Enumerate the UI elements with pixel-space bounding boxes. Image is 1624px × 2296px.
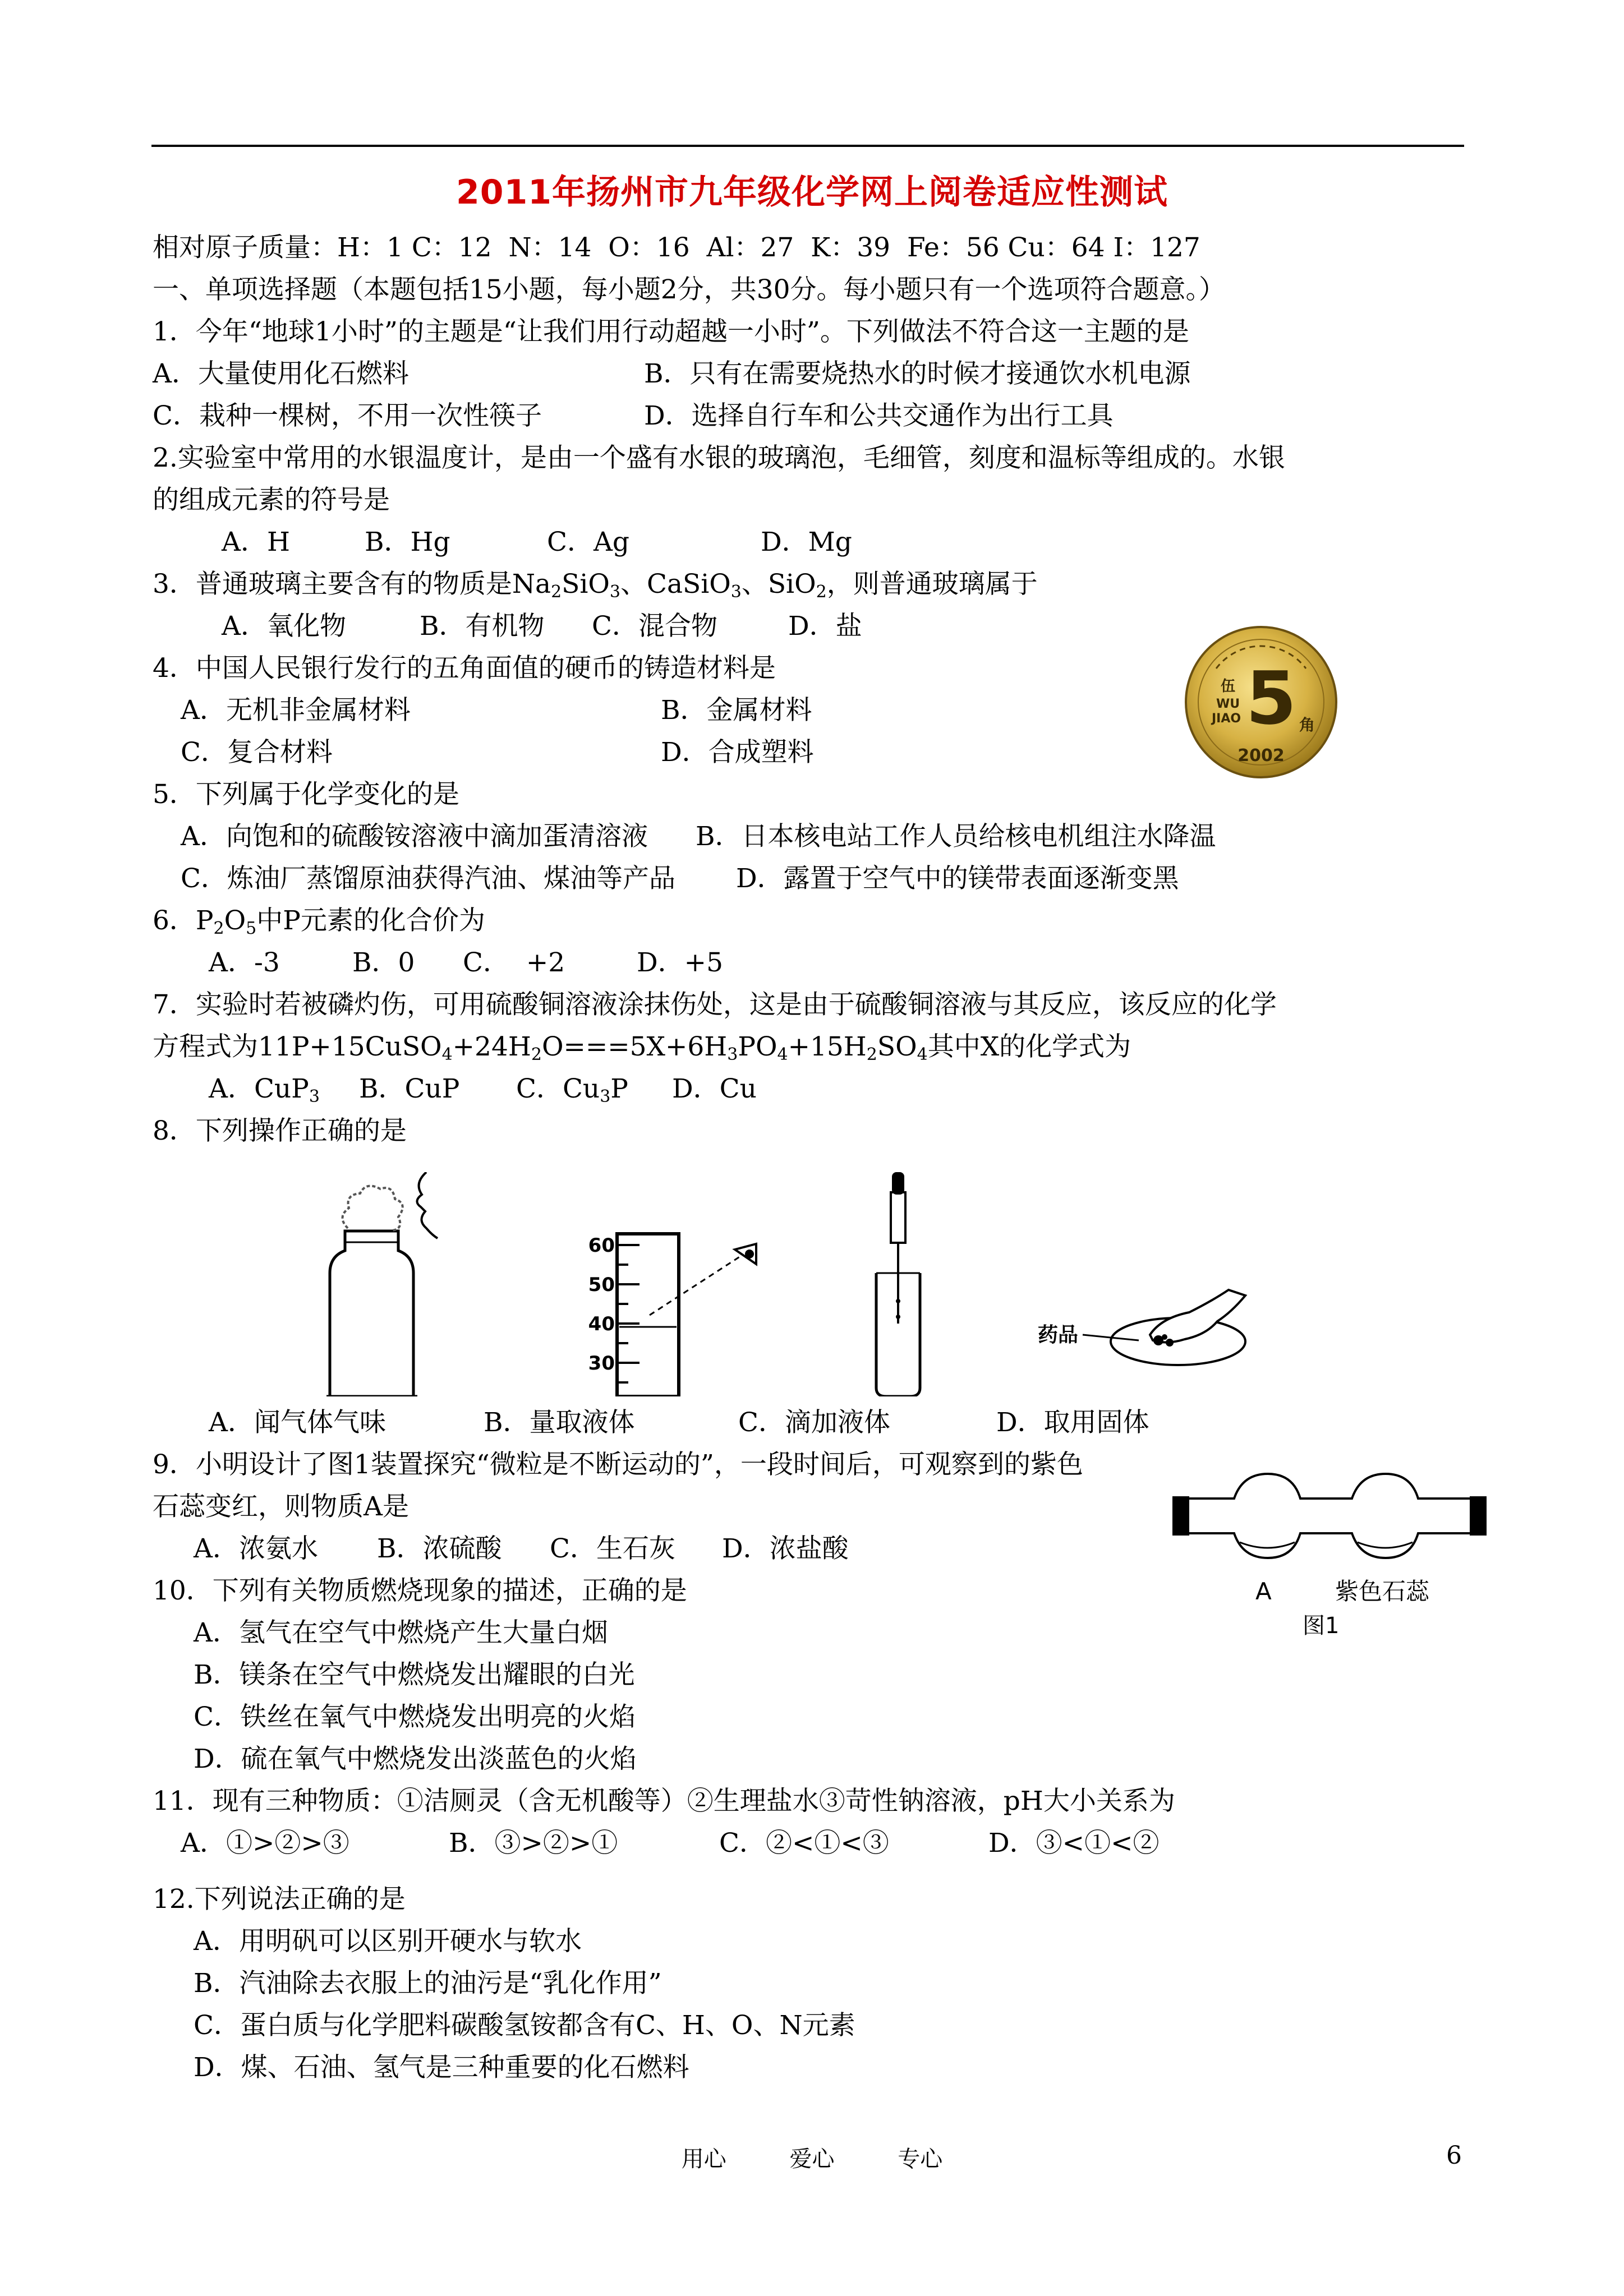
q7-stem-line1: 7．实验时若被磷灼伤，可用硫酸铜溶液涂抹伤处，这是由于硫酸铜溶液与其反应，该反应的化学 [153,989,1277,1020]
coin-text-wu: WU [1216,697,1240,711]
q6-option-b: B．0 [352,947,415,978]
q1-option-d: D．选择自行车和公共交通作为出行工具 [644,400,1114,431]
q1-option-c: C．栽种一棵树，不用一次性筷子 [153,400,542,431]
q9-option-a: A．浓氨水 [194,1533,318,1564]
q7-option-b: B．CuP [359,1073,460,1104]
q6-option-a: A．-3 [209,947,280,978]
q11-option-c: C．②<①<③ [719,1828,889,1859]
q5-option-d: D．露置于空气中的镁带表面逐渐变黑 [736,863,1179,894]
q12-option-d: D．煤、石油、氢气是三种重要的化石燃料 [194,2052,689,2083]
page-number: 6 [1446,2141,1462,2170]
q2-stem-line1: 2.实验室中常用的水银温度计，是由一个盛有水银的玻璃泡，毛细管，刻度和温标等组成的。水银 [153,442,1285,473]
q8-option-c: C．滴加液体 [738,1407,890,1438]
q6-option-c: C． +2 [463,947,565,978]
page-title: 2011年扬州市九年级化学网上阅卷适应性测试 [456,173,1168,212]
q1-option-b: B．只有在需要烧热水的时候才接通饮水机电源 [644,358,1191,389]
coin-image [1183,624,1340,781]
q10-option-b: B．镁条在空气中燃烧发出耀眼的白光 [194,1659,635,1690]
q11-stem: 11．现有三种物质：①洁厕灵（含无机酸等）②生理盐水③苛性钠溶液，pH大小关系为 [153,1786,1175,1816]
fig-smell-gas [314,1172,443,1396]
header-rule [151,145,1464,147]
q2-stem-line2: 的组成元素的符号是 [153,485,390,515]
q3-stem: 3．普通玻璃主要含有的物质是$Na_2SiO_3$、CaSiO$_3$、SiO$_2$，则普通玻璃属于 [153,569,1038,602]
q9-option-c: C．生石灰 [550,1533,675,1564]
scale-30: 30 [588,1352,615,1375]
drug-label: 药品 [1038,1324,1079,1347]
q10-option-a: A．氢气在空气中燃烧产生大量白烟 [194,1617,608,1648]
fig1-apparatus [1172,1469,1487,1649]
q3-option-d: D．盐 [788,611,862,642]
q6-option-d: D．+5 [637,947,723,978]
q4-option-b: B．金属材料 [661,695,812,726]
footer [0,2141,1624,2173]
q8-stem: 8．下列操作正确的是 [153,1115,407,1146]
q10-stem: 10．下列有关物质燃烧现象的描述，正确的是 [153,1575,687,1606]
coin-digit: 5 [1245,656,1297,741]
q11-option-d: D．③<①<② [988,1828,1160,1859]
fig1-label-litmus: 紫色石蕊 [1335,1578,1430,1605]
q10-option-c: C．铁丝在氧气中燃烧发出明亮的火焰 [194,1702,636,1732]
scale-40: 40 [588,1313,615,1335]
q9-option-d: D．浓盐酸 [722,1533,849,1564]
q9-stem-line1: 9．小明设计了图1装置探究“微粒是不断运动的”，一段时间后，可观察到的紫色 [153,1449,1083,1480]
scale-50: 50 [588,1274,615,1296]
fig1-label-a: A [1255,1578,1272,1605]
q12-option-a: A．用明矾可以区别开硬水与软水 [194,1926,582,1957]
q9-option-b: B．浓硫酸 [377,1533,502,1564]
q2-option-a: A．H [222,527,290,557]
q12-option-c: C．蛋白质与化学肥料碳酸氢铵都含有C、H、O、N元素 [194,2010,855,2041]
q11-option-b: B．③>②>① [449,1828,618,1859]
footer-word-2: 爱心 [789,2146,835,2172]
q7-stem-line2: 方程式为$11P+15CuSO_4+24H_2O===5X+6H_3PO_4+15H_2SO_4$其中X的化学式为 [153,1031,1131,1064]
q7-option-c: C．$Cu_3P$ [516,1073,628,1106]
coin-wu: 伍 [1221,678,1236,695]
q3-option-c: C．混合物 [592,611,717,642]
q2-option-d: D．Mg [761,527,852,557]
q3-option-b: B．有机物 [420,611,545,642]
footer-word-3: 专心 [898,2146,943,2172]
coin-text-jiao: JIAO [1212,712,1241,726]
q3-option-a: A．氧化物 [222,611,346,642]
q10-option-d: D．硫在氧气中燃烧发出淡蓝色的火焰 [194,1744,637,1774]
q12-stem: 12.下列说法正确的是 [153,1884,406,1915]
q7-option-a: A．CuP$_3$ [209,1073,320,1106]
scale-60: 60 [588,1234,615,1257]
q8-option-d: D．取用固体 [996,1407,1149,1438]
section-heading: 一、单项选择题（本题包括15小题，每小题2分，共30分。每小题只有一个选项符合题意。） [153,274,1226,305]
q8-option-a: A．闻气体气味 [209,1407,386,1438]
q8-option-b: B．量取液体 [484,1407,635,1438]
fig1-caption: 图1 [1303,1613,1340,1639]
q7-option-d: D．Cu [672,1073,757,1104]
coin-jiao: 角 [1299,716,1315,734]
coin-year: 2002 [1237,746,1285,766]
q1-option-a: A．大量使用化石燃料 [153,358,409,389]
fig-take-solid [1038,1279,1251,1391]
q4-option-d: D．合成塑料 [661,737,814,768]
q4-option-c: C．复合材料 [181,737,333,768]
atomic-mass-line: 相对原子质量：H：1 C：12 N：14 O：16 Al：27 K：39 Fe：56 Cu：64 I：127 [153,232,1200,263]
q5-option-c: C．炼油厂蒸馏原油获得汽油、煤油等产品 [181,863,675,894]
q4-option-a: A．无机非金属材料 [181,695,411,726]
q5-option-b: B．日本核电站工作人员给核电机组注水降温 [696,821,1216,852]
q2-option-b: B．Hg [365,527,450,557]
q5-stem: 5．下列属于化学变化的是 [153,779,459,810]
q1-stem: 1．今年“地球1小时”的主题是“让我们用行动超越一小时”。下列做法不符合这一主题的是 [153,316,1189,347]
q6-stem: 6．$P_2O_5$中P元素的化合价为 [153,905,485,938]
fig-graduated-cylinder [588,1217,779,1396]
q9-stem-line2: 石蕊变红，则物质A是 [153,1491,409,1522]
footer-word-1: 用心 [681,2146,726,2172]
q11-option-a: A．①>②>③ [181,1828,349,1859]
q4-stem: 4．中国人民银行发行的五角面值的硬币的铸造材料是 [153,653,776,684]
q2-option-c: C．Ag [547,527,629,557]
q12-option-b: B．汽油除去衣服上的油污是“乳化作用” [194,1968,662,1999]
fig-dropper [864,1172,931,1396]
q5-option-a: A．向饱和的硫酸铵溶液中滴加蛋清溶液 [181,821,648,852]
